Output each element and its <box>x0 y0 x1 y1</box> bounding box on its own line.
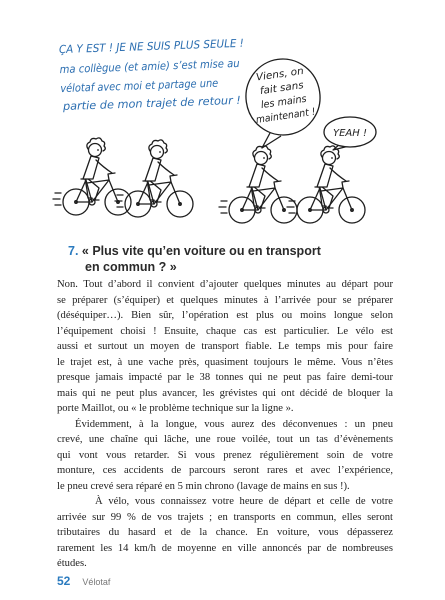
text-line: arrivée sur 99 % de vos trajets ; en transports en commun, elles seront <box>57 511 393 523</box>
text-line: (déséquiper…). Bien sûr, l’opération est plus ou moins longue selon <box>57 310 393 321</box>
handwritten-note-line: vélotaf avec moi et partage une <box>60 75 238 96</box>
book-title: Vélotaf <box>82 577 111 587</box>
cyclist-4 <box>287 146 365 223</box>
text-line: tributaires du hasard et de la chance. En voiture, vous dépasserez <box>57 527 393 538</box>
speech-bubble-2 <box>324 117 376 150</box>
speech-bubble-1-line: fait sans <box>259 80 303 98</box>
speech-bubble-1-line: Viens, on <box>255 66 303 84</box>
paragraph-2 <box>57 417 393 495</box>
page-footer <box>57 573 110 589</box>
speech-bubble-1-line: les mains <box>260 93 309 112</box>
text-line: porte Maillot, ou « le problème technique sur la ligne ». <box>57 403 294 414</box>
speech-bubble-2-text: YEAH ! <box>333 128 367 139</box>
text-line: rarement les 14 km/h de moyenne en ville annoncés par de nombreuses <box>57 542 393 554</box>
handwritten-note-line: partie de mon trajet de retour ! <box>62 94 237 114</box>
handwritten-note-line: ÇA Y EST ! JE NE SUIS PLUS SEULE ! <box>58 36 256 57</box>
paragraph-3 <box>57 494 393 572</box>
text-line: le trajet est, à une vache près, quasiment toujours le même. Vous n’êtes <box>57 356 393 368</box>
comic-illustration <box>0 0 445 240</box>
page-number: 52 <box>57 574 71 588</box>
text-line: aussi et surtout un moyen de transport fiable. Le temps mis pour faire <box>57 341 393 352</box>
text-line: l’équipement choisi ! Ensuite, chaque cas est particulier. Le vélo est <box>57 325 393 337</box>
text-line: qui vont vous retarder. Si vous prenez régulièrement soin de votre <box>57 449 393 461</box>
paragraph-1 <box>57 277 393 417</box>
text-line: Non. Tout d’abord il convient d’ajouter quelques minutes au départ pour <box>57 279 393 290</box>
text-line: crevé, une chaîne qui lâche, une roue voilée, tout un tas d’évènements <box>57 434 393 445</box>
speech-bubble-1-line: maintenant ! <box>255 105 322 126</box>
text-line: À vélo, vous connaissez votre heure de départ et celle de votre <box>95 496 393 507</box>
speech-bubble-1 <box>241 54 325 148</box>
body-text <box>57 277 393 572</box>
section-number: 7. <box>68 244 79 258</box>
text-line: mais qui ne peut plus avancer, les grévistes qui ont décidé de bloquer la <box>57 387 393 399</box>
section-title-line-2: en commun ? » <box>85 260 177 274</box>
section-title-line-1-wrap <box>68 243 321 259</box>
text-line: le pneu crevé sera réparé en 5 min chrono (lavage de mains en sus !). <box>57 480 350 492</box>
section-title-line-1: « Plus vite qu’en voiture ou en transport <box>81 244 321 258</box>
handwritten-note-line: ma collègue (et amie) s’est mise au <box>59 56 258 77</box>
cyclist-1 <box>53 138 131 215</box>
text-line: études. <box>57 558 87 569</box>
section-heading <box>68 243 321 275</box>
handwritten-note <box>58 36 258 114</box>
text-line: se préparer (s’équiper) et quelques minutes à l’arrivée pour se préparer <box>57 294 393 306</box>
cyclist-2 <box>115 140 193 217</box>
text-line: presque jamais impacté par le 38 tonnes qui ne peut pas faire demi-tour <box>57 372 393 383</box>
cyclist-3 <box>219 146 297 223</box>
text-line: Évidemment, à la longue, vous aurez des déconvenues : un pneu <box>75 418 393 430</box>
text-line: monture, ces accidents de parcours seront rares et avec l’expérience, <box>57 465 393 476</box>
